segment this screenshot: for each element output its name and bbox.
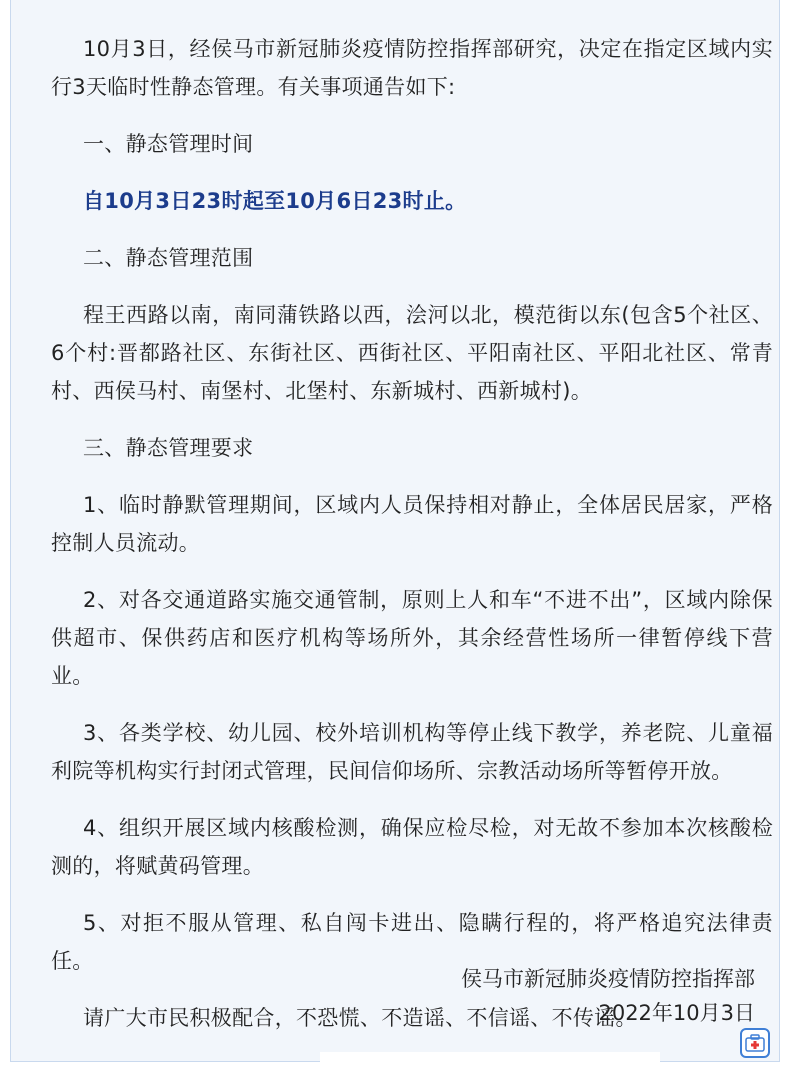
issue-date: 2022年10月3日 bbox=[598, 1001, 755, 1025]
section-1-heading: 一、静态管理时间 bbox=[83, 132, 254, 156]
bottom-divider bbox=[320, 1052, 660, 1062]
section-2-heading: 二、静态管理范围 bbox=[83, 246, 254, 270]
requirement-item-5: 5、对拒不服从管理、私自闯卡进出、隐瞒行程的，将严格追究法律责任。 bbox=[51, 911, 773, 973]
requirement-item-2: 2、对各交通道路实施交通管制，原则上人和车“不进不出”，区域内除保供超市、保供药店和医疗机构等场所外，其余经营性场所一律暂停线下营业。 bbox=[51, 588, 773, 688]
intro-paragraph: 10月3日，经侯马市新冠肺炎疫情防控指挥部研究，决定在指定区域内实行3天临时性静态管理。有关事项通告如下: bbox=[51, 37, 773, 99]
medical-kit-icon-glyph bbox=[742, 1030, 768, 1056]
requirement-item-4: 4、组织开展区域内核酸检测，确保应检尽检，对无故不参加本次核酸检测的，将赋黄码管理。 bbox=[51, 816, 773, 878]
issuer-name: 侯马市新冠肺炎疫情防控指挥部 bbox=[461, 967, 755, 991]
notice-body bbox=[51, 30, 773, 1056]
medical-kit-icon[interactable] bbox=[740, 1028, 770, 1058]
management-time: 自10月3日23时起至10月6日23时止。 bbox=[83, 189, 467, 213]
appeal-paragraph: 请广大市民积极配合，不恐慌、不造谣、不信谣、不传谣。 bbox=[83, 1006, 637, 1030]
requirement-item-3: 3、各类学校、幼儿园、校外培训机构等停止线下教学，养老院、儿童福利院等机构实行封闭式管理，民间信仰场所、宗教活动场所等暂停开放。 bbox=[51, 721, 773, 783]
notice-card bbox=[10, 0, 780, 1062]
signature-block bbox=[461, 962, 755, 1030]
section-3-heading: 三、静态管理要求 bbox=[83, 436, 254, 460]
requirement-item-1: 1、临时静默管理期间，区域内人员保持相对静止，全体居民居家，严格控制人员流动。 bbox=[51, 493, 773, 555]
management-scope: 程王西路以南，南同蒲铁路以西，浍河以北，模范街以东(包含5个社区、6个村:晋都路社区、东街社区、西街社区、平阳南社区、平阳北社区、常青村、西侯马村、南堡村、北堡村、东新城村、西新城村)。 bbox=[51, 303, 773, 403]
